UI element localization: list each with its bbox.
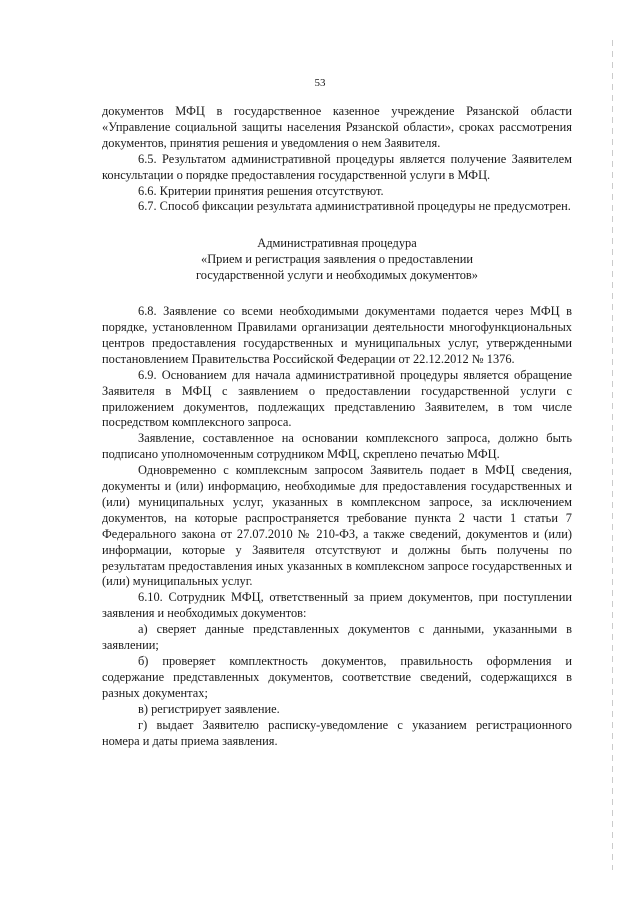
paragraph-6-10: 6.10. Сотрудник МФЦ, ответственный за прием документов, при поступлении заявления и необходимых документов: [102,590,572,621]
section-heading-line-2: «Прием и регистрация заявления о предоставлении [201,252,473,267]
paragraph-6-8: 6.8. Заявление со всеми необходимыми документами подается через МФЦ в порядке, установленном Правилами организации деятельности многофункциональных центров предоставления государственных и муниципальных услуг, утвержденными постановлением Правительства Российской Федерации от 22.12.2012 № 1376. [102,304,572,366]
paragraph-complex-request-signature: Заявление, составленное на основании комплексного запроса, должно быть подписано уполномоченным сотрудником МФЦ, скреплено печатью МФЦ. [102,431,572,462]
paragraph-6-9: 6.9. Основанием для начала административной процедуры является обращение Заявителя в МФЦ с заявлением о предоставлении государственной услуги с приложением документов, подлежащих представлению Заявителем, в том числе посредством комплексного запроса. [102,367,572,430]
section-heading-line-3: государственной услуги и необходимых документов» [196,268,478,283]
section-heading-line-1: Административная процедура [257,236,417,251]
page-number: 53 [314,77,326,89]
section-heading [102,236,572,284]
list-item-v: в) регистрирует заявление. [138,701,280,716]
paragraph-6-5: 6.5. Результатом административной процедуры является получение Заявителем консультации о порядке предоставления государственной услуги в МФЦ. [102,151,572,182]
list-item-b: б) проверяет комплектность документов, правильность оформления и содержание представленных документов, соответствие сведений, содержащихся в разных документах; [102,654,572,700]
document-body [102,104,572,749]
paragraph-6-6: 6.6. Критерии принятия решения отсутствуют. [138,183,384,198]
list-item-g: г) выдает Заявителю расписку-уведомление с указанием регистрационного номера и даты приема заявления. [102,717,572,748]
scan-edge-mark [612,40,613,870]
paragraph-6-7: 6.7. Способ фиксации результата административной процедуры не предусмотрен. [138,199,571,214]
list-item-a: а) сверяет данные представленных документов с данными, указанными в заявлении; [102,622,572,653]
paragraph-continuation: документов МФЦ в государственное казенное учреждение Рязанской области «Управление социальной защиты населения Рязанской области», сроках рассмотрения документов, принятия решения и уведомления о нем Заявителя. [102,104,572,150]
paragraph-complex-request-documents: Одновременно с комплексным запросом Заявитель подает в МФЦ сведения, документы и (или) информацию, необходимые для предоставления государственных и (или) муниципальных услуг, указанных в комплексном запросе, за исключением документов, на которые распространяется требование пункта 2 части 1 статьи 7 Федерального закона от 27.07.2010 № 210-ФЗ, а также сведений, документов и (или) информации, которые у Заявителя отсутствуют и должны быть получены по результатам предоставления иных указанных в комплексном запросе государственных и (или) муниципальных услуг. [102,463,572,589]
